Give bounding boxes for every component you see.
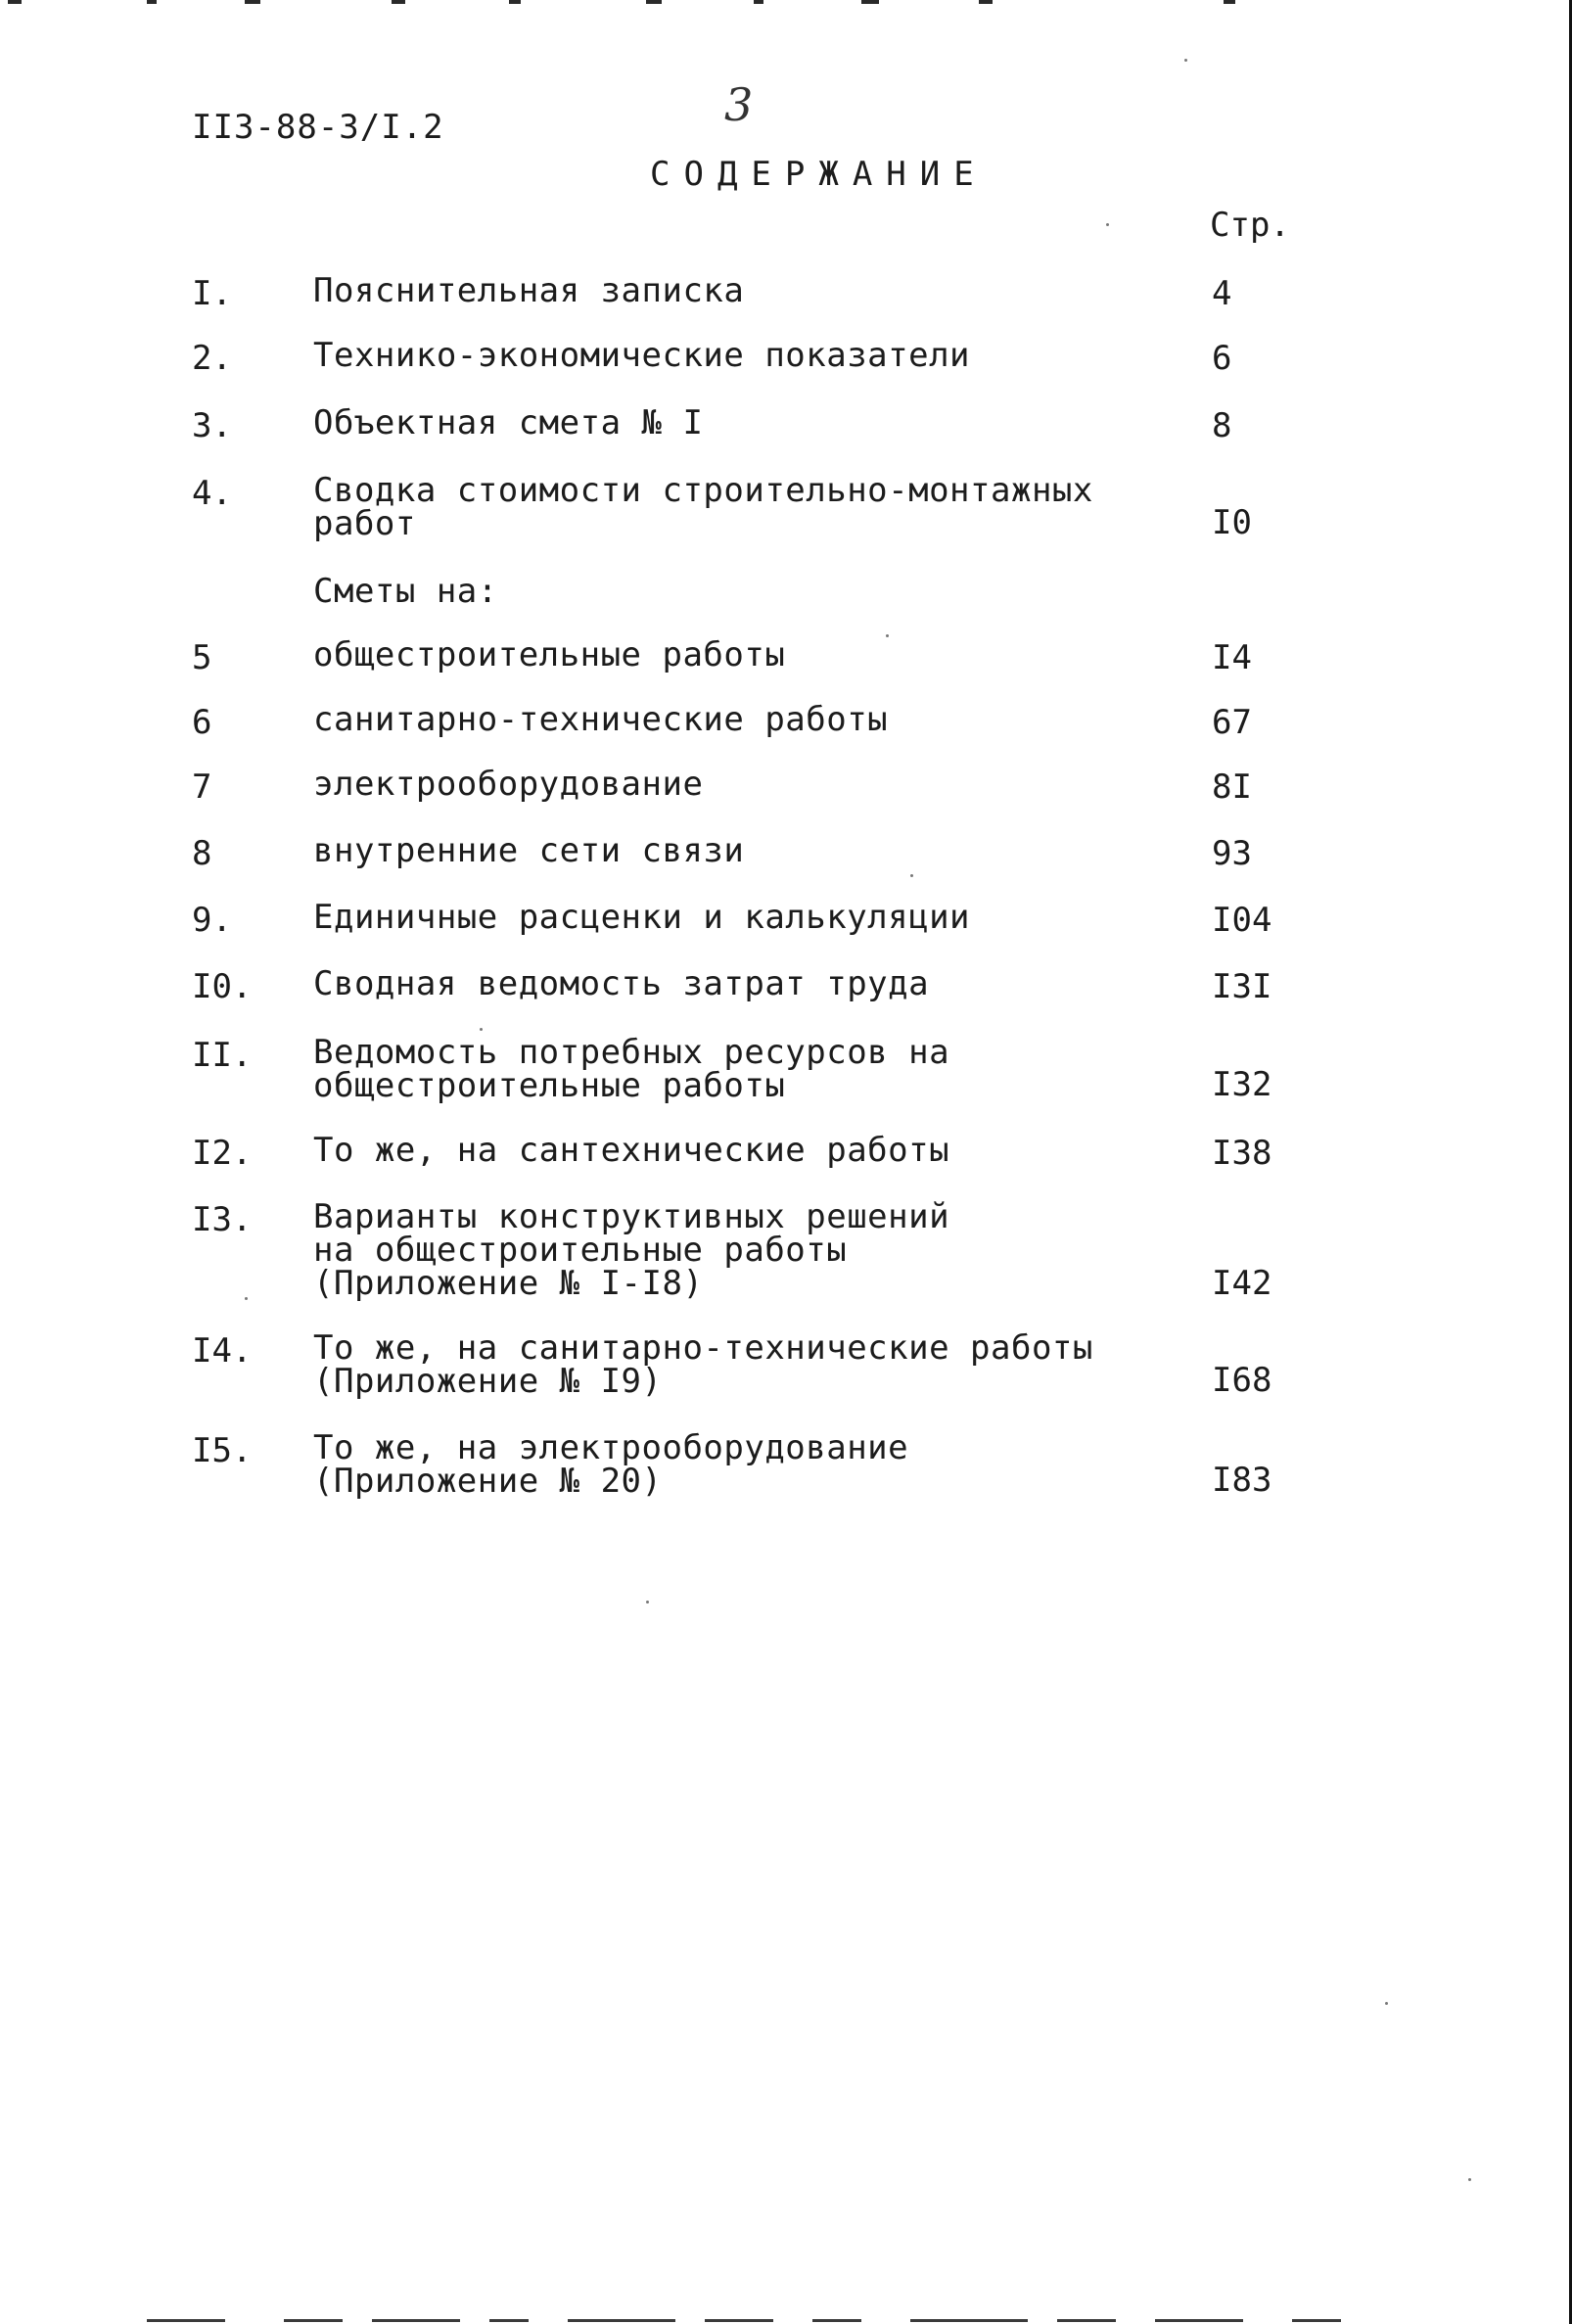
toc-item-page: I32: [1212, 1065, 1272, 1104]
toc-item-page: I3I: [1212, 967, 1272, 1006]
page-column-header: Стр.: [1210, 206, 1290, 245]
handwritten-page-number: 3: [724, 78, 754, 131]
toc-item-title: Сметы на:: [313, 572, 498, 611]
scan-speck: [480, 1028, 483, 1031]
toc-item-title: Технико-экономические показатели: [313, 336, 971, 375]
toc-item-title: Сводная ведомость затрат труда: [313, 964, 930, 1003]
toc-item-number: 5: [192, 638, 212, 677]
toc-item-title: Сводка стоимости строительно-монтажных работ: [313, 471, 1093, 543]
toc-item-title: Ведомость потребных ресурсов на общестроительные работы: [313, 1033, 950, 1105]
toc-title: СОДЕРЖАНИЕ: [650, 155, 988, 194]
scan-speck: [1184, 59, 1187, 62]
toc-item-title: Единичные расценки и калькуляции: [313, 898, 971, 937]
toc-item-number: I4.: [192, 1331, 253, 1371]
scan-speck: [245, 1297, 248, 1300]
toc-item-number: 7: [192, 767, 212, 807]
toc-item-page: I38: [1212, 1134, 1272, 1173]
toc-item-number: I.: [192, 274, 232, 313]
toc-item-number: 9.: [192, 901, 232, 940]
bottom-scan-marks: [0, 2312, 1572, 2324]
toc-item-number: I3.: [192, 1200, 253, 1239]
toc-item-number: 2.: [192, 339, 232, 378]
toc-item-title: То же, на электрооборудование (Приложение № 20): [313, 1428, 909, 1501]
scan-speck: [1468, 2178, 1471, 2181]
toc-item-number: I5.: [192, 1431, 253, 1470]
toc-item-page: I83: [1212, 1461, 1272, 1500]
toc-item-title: Пояснительная записка: [313, 271, 745, 310]
toc-item-number: I2.: [192, 1134, 253, 1173]
scan-speck: [886, 634, 889, 637]
toc-item-page: 4: [1212, 274, 1232, 313]
toc-item-number: II.: [192, 1036, 253, 1075]
scan-speck: [646, 1601, 649, 1604]
toc-item-page: I68: [1212, 1361, 1272, 1400]
toc-item-number: 6: [192, 703, 212, 742]
scan-speck: [1385, 2002, 1388, 2005]
toc-item-page: 67: [1212, 703, 1252, 742]
toc-item-title: То же, на сантехнические работы: [313, 1131, 950, 1170]
toc-item-page: 8: [1212, 406, 1232, 445]
toc-item-title: санитарно-технические работы: [313, 700, 889, 739]
toc-item-number: 4.: [192, 474, 232, 513]
document-code: II3-88-3/I.2: [192, 108, 444, 147]
scan-speck: [1106, 223, 1109, 226]
toc-item-page: 93: [1212, 834, 1252, 873]
toc-item-page: I4: [1212, 638, 1252, 677]
toc-item-title: Объектная смета № I: [313, 403, 704, 442]
toc-item-number: I0.: [192, 967, 253, 1006]
toc-item-number: 3.: [192, 406, 232, 445]
toc-item-page: 8I: [1212, 767, 1252, 807]
top-scan-marks: [0, 0, 1572, 14]
toc-item-page: 6: [1212, 339, 1232, 378]
toc-item-title: общестроительные работы: [313, 635, 786, 674]
toc-item-number: 8: [192, 834, 212, 873]
toc-item-page: I42: [1212, 1264, 1272, 1303]
toc-item-page: I0: [1212, 503, 1252, 542]
toc-item-title: электрооборудование: [313, 765, 704, 804]
scan-speck: [910, 874, 913, 877]
toc-item-title: То же, на санитарно-технические работы (Приложение № I9): [313, 1328, 1093, 1401]
toc-item-page: I04: [1212, 901, 1272, 940]
toc-item-title: внутренние сети связи: [313, 831, 745, 870]
toc-item-title: Варианты конструктивных решений на общестроительные работы (Приложение № I-I8): [313, 1197, 950, 1303]
